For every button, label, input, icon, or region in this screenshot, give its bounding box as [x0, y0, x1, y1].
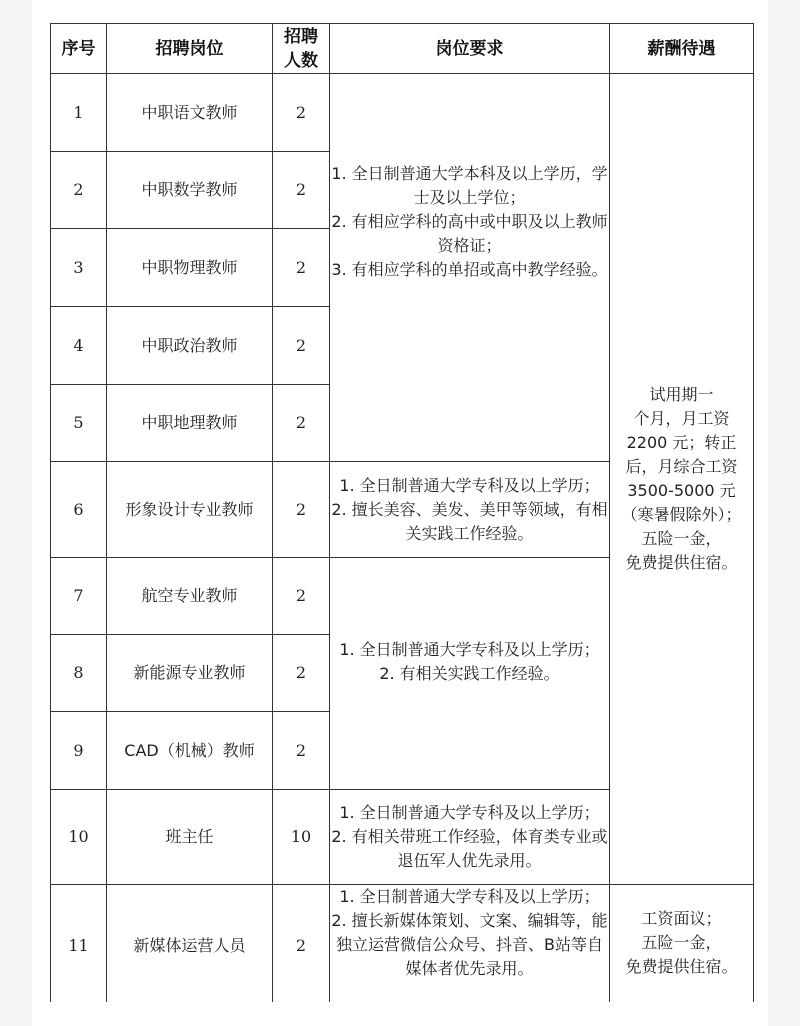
salary-group-1-10	[610, 74, 754, 885]
row-index: 5	[51, 385, 107, 462]
row-index: 9	[51, 712, 107, 790]
requirement-line: 2. 有相应学科的高中或中职及以上教师资格证；	[331, 212, 608, 255]
document-page	[32, 0, 768, 1026]
row-count: 10	[273, 790, 330, 885]
salary-line: 个月，月工资	[633, 409, 730, 428]
row-index: 1	[51, 74, 107, 152]
row-position: 中职地理教师	[107, 385, 273, 462]
table-row	[51, 74, 754, 152]
requirements-group-7-9	[330, 558, 610, 790]
salary-line: 免费提供住宿。	[625, 957, 738, 976]
table-row	[51, 885, 754, 1007]
page-bottom-edge	[32, 1002, 768, 1026]
row-index: 2	[51, 152, 107, 229]
header-count-line2: 人数	[284, 50, 318, 71]
salary-row-11	[610, 885, 754, 1007]
row-position: 形象设计专业教师	[107, 462, 273, 558]
requirement-line: 1. 全日制普通大学专科及以上学历；	[339, 640, 600, 659]
row-count: 2	[273, 307, 330, 385]
header-salary: 薪酬待遇	[610, 24, 754, 74]
requirement-line: 2. 擅长美容、美发、美甲等领域，有相关实践工作经验。	[331, 499, 608, 543]
salary-line: 2200 元；转正	[626, 433, 737, 452]
row-count: 2	[273, 635, 330, 712]
row-index: 11	[51, 885, 107, 1007]
salary-line: 试用期一	[649, 385, 714, 404]
header-requirements: 岗位要求	[330, 24, 610, 74]
salary-line: （寒暑假除外）；	[621, 505, 742, 524]
requirement-line: 1. 全日制普通大学本科及以上学历，学士及以上学位；	[331, 164, 608, 207]
header-count-line1: 招聘	[284, 26, 318, 47]
row-index: 4	[51, 307, 107, 385]
row-index: 10	[51, 790, 107, 885]
header-index: 序号	[51, 24, 107, 74]
row-count: 2	[273, 385, 330, 462]
row-count: 2	[273, 229, 330, 307]
requirement-line: 1. 全日制普通大学专科及以上学历；	[339, 475, 600, 495]
requirements-row-11	[330, 885, 610, 1007]
row-index: 7	[51, 558, 107, 635]
row-position: 班主任	[107, 790, 273, 885]
requirements-row-6	[330, 462, 610, 558]
row-position: 中职政治教师	[107, 307, 273, 385]
row-count: 2	[273, 558, 330, 635]
requirement-line: 1. 全日制普通大学专科及以上学历；	[339, 887, 600, 906]
row-position: 新能源专业教师	[107, 635, 273, 712]
requirement-line: 2. 擅长新媒体策划、文案、编辑等，能独立运营微信公众号、抖音、B站等自媒体者优先录用。	[331, 911, 608, 978]
requirement-line: 1. 全日制普通大学专科及以上学历；	[339, 803, 600, 822]
requirements-group-1-5	[330, 74, 610, 462]
row-index: 6	[51, 462, 107, 558]
salary-line: 工资面议；	[641, 909, 722, 928]
requirement-line: 3. 有相应学科的单招或高中教学经验。	[331, 260, 608, 279]
row-count: 2	[273, 712, 330, 790]
row-index: 8	[51, 635, 107, 712]
salary-line: 后，月综合工资	[625, 457, 738, 476]
row-count: 2	[273, 74, 330, 152]
requirement-line: 2. 有相关实践工作经验。	[379, 664, 560, 683]
table-header-row	[51, 24, 754, 74]
row-position: 新媒体运营人员	[107, 885, 273, 1007]
requirement-line: 2. 有相关带班工作经验，体育类专业或退伍军人优先录用。	[331, 827, 608, 870]
row-count: 2	[273, 885, 330, 1007]
salary-line: 五险一金，	[641, 529, 722, 548]
row-position: 航空专业教师	[107, 558, 273, 635]
salary-line: 五险一金，	[641, 933, 722, 952]
row-count: 2	[273, 152, 330, 229]
row-position: 中职数学教师	[107, 152, 273, 229]
salary-line: 免费提供住宿。	[625, 553, 738, 572]
row-count: 2	[273, 462, 330, 558]
header-position: 招聘岗位	[107, 24, 273, 74]
row-position: 中职语文教师	[107, 74, 273, 152]
row-position: 中职物理教师	[107, 229, 273, 307]
row-index: 3	[51, 229, 107, 307]
recruitment-table	[50, 23, 754, 1007]
salary-line: 3500-5000 元	[627, 481, 736, 500]
header-count	[273, 24, 330, 74]
row-position: CAD（机械）教师	[107, 712, 273, 790]
requirements-row-10	[330, 790, 610, 885]
